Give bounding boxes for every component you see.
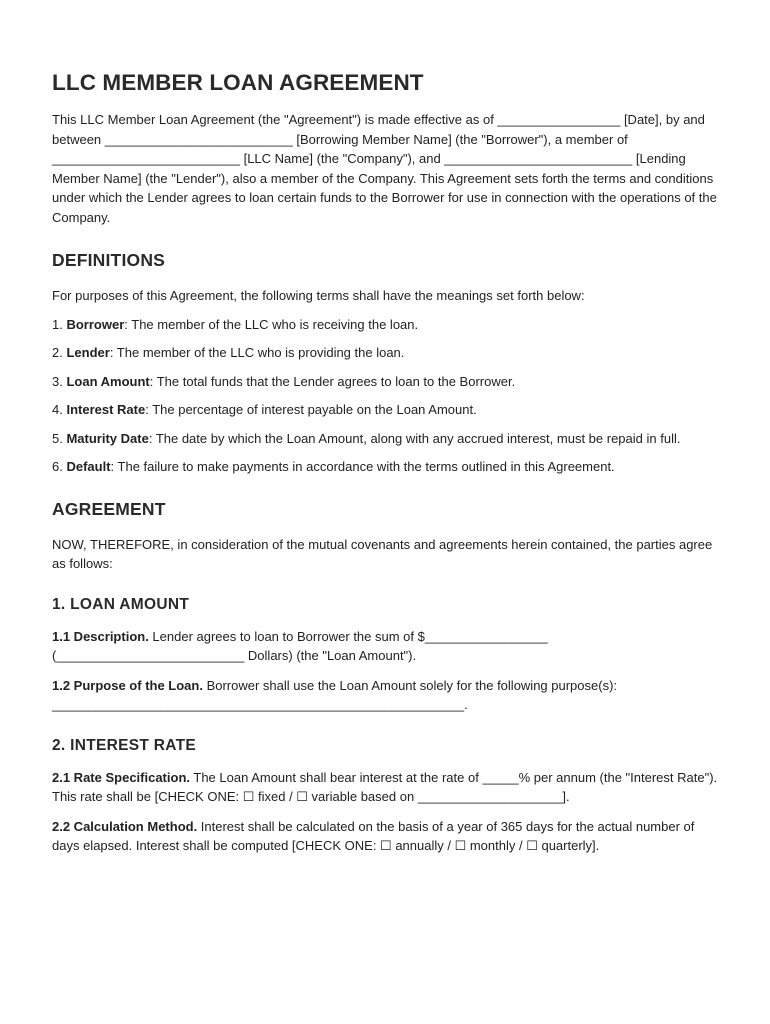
- definitions-heading: DEFINITIONS: [52, 250, 166, 270]
- definitions-lead: For purposes of this Agreement, the following terms shall have the meanings set forth below:: [52, 288, 585, 303]
- clause-item: [52, 768, 718, 807]
- definition-number: 6.: [52, 459, 67, 474]
- agreement-lead: NOW, THEREFORE, in consideration of the mutual covenants and agreements herein contained, the parties agree as follows:: [52, 536, 713, 571]
- definition-term: Loan Amount: [66, 373, 150, 389]
- clause-item: [52, 817, 718, 856]
- definition-number: 2.: [52, 345, 67, 360]
- definition-number: 4.: [52, 402, 67, 417]
- document-title: LLC MEMBER LOAN AGREEMENT: [52, 70, 424, 95]
- clause-label: 2.1 Rate Specification.: [52, 769, 190, 785]
- definition-item: [52, 429, 718, 449]
- clause-item: [52, 676, 718, 715]
- clause-label: 1.2 Purpose of the Loan.: [52, 677, 203, 693]
- clause-label: 1.1 Description.: [52, 628, 149, 644]
- interest-rate-heading: 2. INTEREST RATE: [52, 736, 197, 754]
- definition-text: : The percentage of interest payable on the Loan Amount.: [145, 402, 477, 417]
- definition-term: Borrower: [66, 316, 125, 332]
- definition-item: [52, 315, 718, 335]
- definition-text: : The member of the LLC who is providing the loan.: [109, 345, 405, 360]
- loan-amount-heading: 1. LOAN AMOUNT: [52, 595, 190, 613]
- definition-term: Interest Rate: [66, 402, 146, 417]
- definition-number: 3.: [52, 373, 67, 389]
- definition-item: [52, 457, 718, 477]
- definition-text: : The member of the LLC who is receiving the loan.: [124, 316, 419, 332]
- definition-text: : The failure to make payments in accordance with the terms outlined in this Agreement.: [110, 459, 615, 474]
- section-spacer: [52, 486, 718, 499]
- clause-text: Borrower shall use the Loan Amount solely for the following purpose(s): _________________________________________________________.: [52, 677, 618, 712]
- definition-item: [52, 372, 718, 392]
- definition-text: : The total funds that the Lender agrees to loan to the Borrower.: [149, 373, 516, 389]
- definition-item: [52, 400, 718, 420]
- definition-term: Lender: [66, 345, 110, 360]
- agreement-heading: AGREEMENT: [52, 498, 166, 519]
- definition-item: [52, 343, 718, 363]
- definition-number: 5.: [52, 430, 67, 446]
- clause-text: The Loan Amount shall bear interest at the rate of _____% per annum (the "Interest Rate"). This rate shall be [CHECK ONE: ☐ fixed / ☐ variable based on ____________________].: [52, 769, 718, 804]
- clause-item: [52, 627, 718, 666]
- definition-text: : The date by which the Loan Amount, along with any accrued interest, must be repaid in full.: [148, 430, 681, 446]
- clause-text: Interest shall be calculated on the basis of a year of 365 days for the actual number of days elapsed. Interest shall be computed [CHECK ONE: ☐ annually / ☐ monthly / ☐ quarterly].: [52, 818, 695, 853]
- clause-text: Lender agrees to loan to Borrower the sum of $_________________ (__________________________ Dollars) (the "Loan Amount").: [52, 628, 548, 663]
- intro-paragraph: This LLC Member Loan Agreement (the "Agreement") is made effective as of _________________ [Date], by and between __________________________ [Borrowing Member Name] (the "Borrower"), a member of __________________________ [LLC Name] (the "Company"), and __________________________ [Lending Member Name] (the "Lender"), also a member of the Company. This Agreement sets forth the terms and conditions under which the Lender agrees to loan certain funds to the Borrower for use in connection with the operations of the Company.: [52, 112, 717, 225]
- clause-label: 2.2 Calculation Method.: [52, 818, 198, 834]
- definition-term: Maturity Date: [66, 430, 149, 446]
- document-page: [52, 70, 718, 866]
- definition-number: 1.: [52, 316, 67, 332]
- definition-term: Default: [66, 459, 111, 474]
